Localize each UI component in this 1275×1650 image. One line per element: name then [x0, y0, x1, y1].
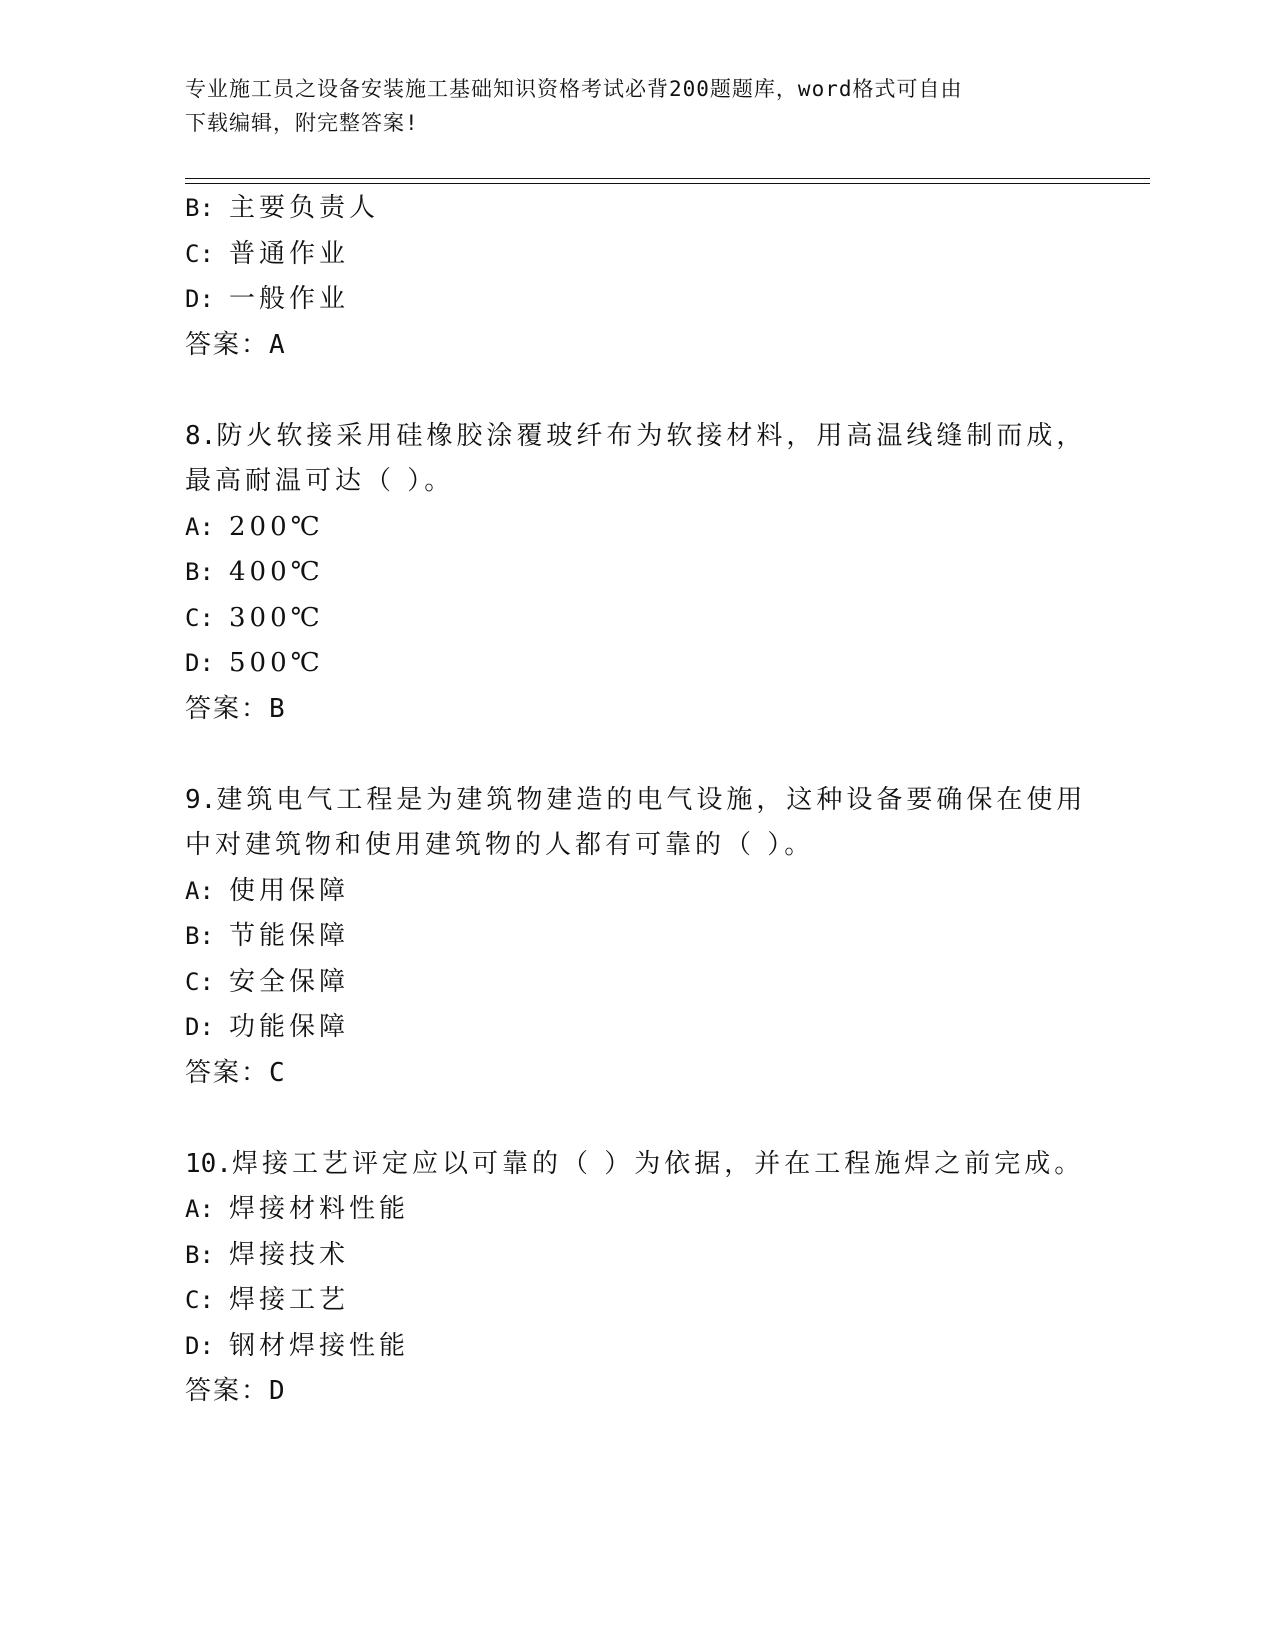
question-block-9 [185, 778, 1085, 1097]
question-text: 中对建筑物和使用建筑物的人都有可靠的（ ）。 [185, 830, 815, 860]
option-key: B: [185, 194, 214, 222]
question-stem [185, 778, 1085, 824]
question-block-8 [185, 414, 1085, 733]
question-list [185, 186, 1085, 1415]
option-key: D: [185, 1331, 214, 1360]
question-block-10 [185, 1142, 1085, 1415]
option-text: 300℃ [229, 602, 324, 633]
answer-value: C [269, 1057, 285, 1088]
option-key: A: [185, 512, 214, 541]
option-row [185, 869, 1085, 915]
header-line-1: 专业施工员之设备安装施工基础知识资格考试必背200题题库，word格式可自由 [185, 77, 963, 101]
option-text: 一般作业 [229, 284, 350, 314]
option-row [185, 596, 1085, 642]
answer-label: 答案： [185, 1057, 270, 1088]
question-text: 防火软接采用硅橡胶涂覆玻纤布为软接材料，用高温线缝制而成， [216, 420, 1087, 451]
answer-label: 答案： [185, 329, 270, 360]
option-row [185, 1187, 1085, 1233]
option-row [185, 1005, 1085, 1051]
question-stem [185, 1142, 1085, 1188]
option-row [185, 505, 1085, 551]
option-row [185, 914, 1085, 960]
option-text: 焊接材料性能 [229, 1194, 410, 1224]
option-text: 节能保障 [229, 921, 350, 951]
option-row [185, 186, 1085, 232]
answer-row [185, 687, 1085, 733]
option-row [185, 641, 1085, 687]
answer-label: 答案： [185, 693, 270, 724]
option-key: B: [185, 558, 214, 586]
option-key: A: [185, 876, 214, 905]
answer-row [185, 1051, 1085, 1097]
answer-label: 答案： [185, 1376, 270, 1406]
option-row [185, 232, 1085, 278]
option-key: C: [185, 1286, 214, 1314]
answer-value: D [269, 1376, 285, 1406]
answer-value: A [269, 329, 285, 360]
option-row [185, 550, 1085, 596]
answer-row [185, 1369, 1085, 1415]
option-text: 焊接技术 [229, 1239, 350, 1270]
question-text: 焊接工艺评定应以可靠的（ ）为依据，并在工程施焊之前完成。 [231, 1148, 1085, 1179]
question-text: 最高耐温可达（ ）。 [185, 466, 455, 496]
question-number: 9. [185, 784, 217, 815]
header-rule-bottom [185, 183, 1150, 184]
carry-over-block [185, 186, 1085, 368]
option-key: B: [185, 1240, 214, 1269]
document-header [185, 72, 1085, 140]
option-text: 400℃ [229, 557, 324, 587]
option-text: 200℃ [229, 511, 324, 542]
option-text: 功能保障 [229, 1012, 350, 1042]
option-row [185, 1233, 1085, 1279]
question-stem-cont [185, 459, 1085, 505]
option-key: B: [185, 922, 214, 950]
option-row [185, 1324, 1085, 1370]
option-key: A: [185, 1195, 214, 1223]
option-text: 钢材焊接性能 [229, 1330, 410, 1361]
option-text: 焊接工艺 [229, 1285, 350, 1315]
question-stem [185, 414, 1085, 460]
answer-value: B [269, 693, 285, 724]
option-key: C: [185, 239, 214, 268]
option-text: 安全保障 [229, 966, 350, 997]
option-text: 普通作业 [229, 238, 350, 269]
option-row [185, 277, 1085, 323]
header-rule-top [185, 178, 1150, 179]
header-line-2: 下载编辑，附完整答案! [185, 111, 419, 135]
option-text: 500℃ [229, 648, 324, 678]
option-key: C: [185, 967, 214, 996]
option-text: 主要负责人 [229, 193, 380, 223]
option-row [185, 1278, 1085, 1324]
answer-row [185, 323, 1085, 369]
option-key: D: [185, 285, 214, 313]
option-key: D: [185, 649, 214, 677]
question-number: 10. [185, 1148, 232, 1179]
option-row [185, 960, 1085, 1006]
question-stem-cont [185, 823, 1085, 869]
question-number: 8. [185, 420, 217, 451]
option-key: D: [185, 1013, 214, 1041]
question-text: 建筑电气工程是为建筑物建造的电气设施，这种设备要确保在使用 [216, 784, 1087, 815]
option-key: C: [185, 603, 214, 632]
option-text: 使用保障 [229, 875, 350, 906]
